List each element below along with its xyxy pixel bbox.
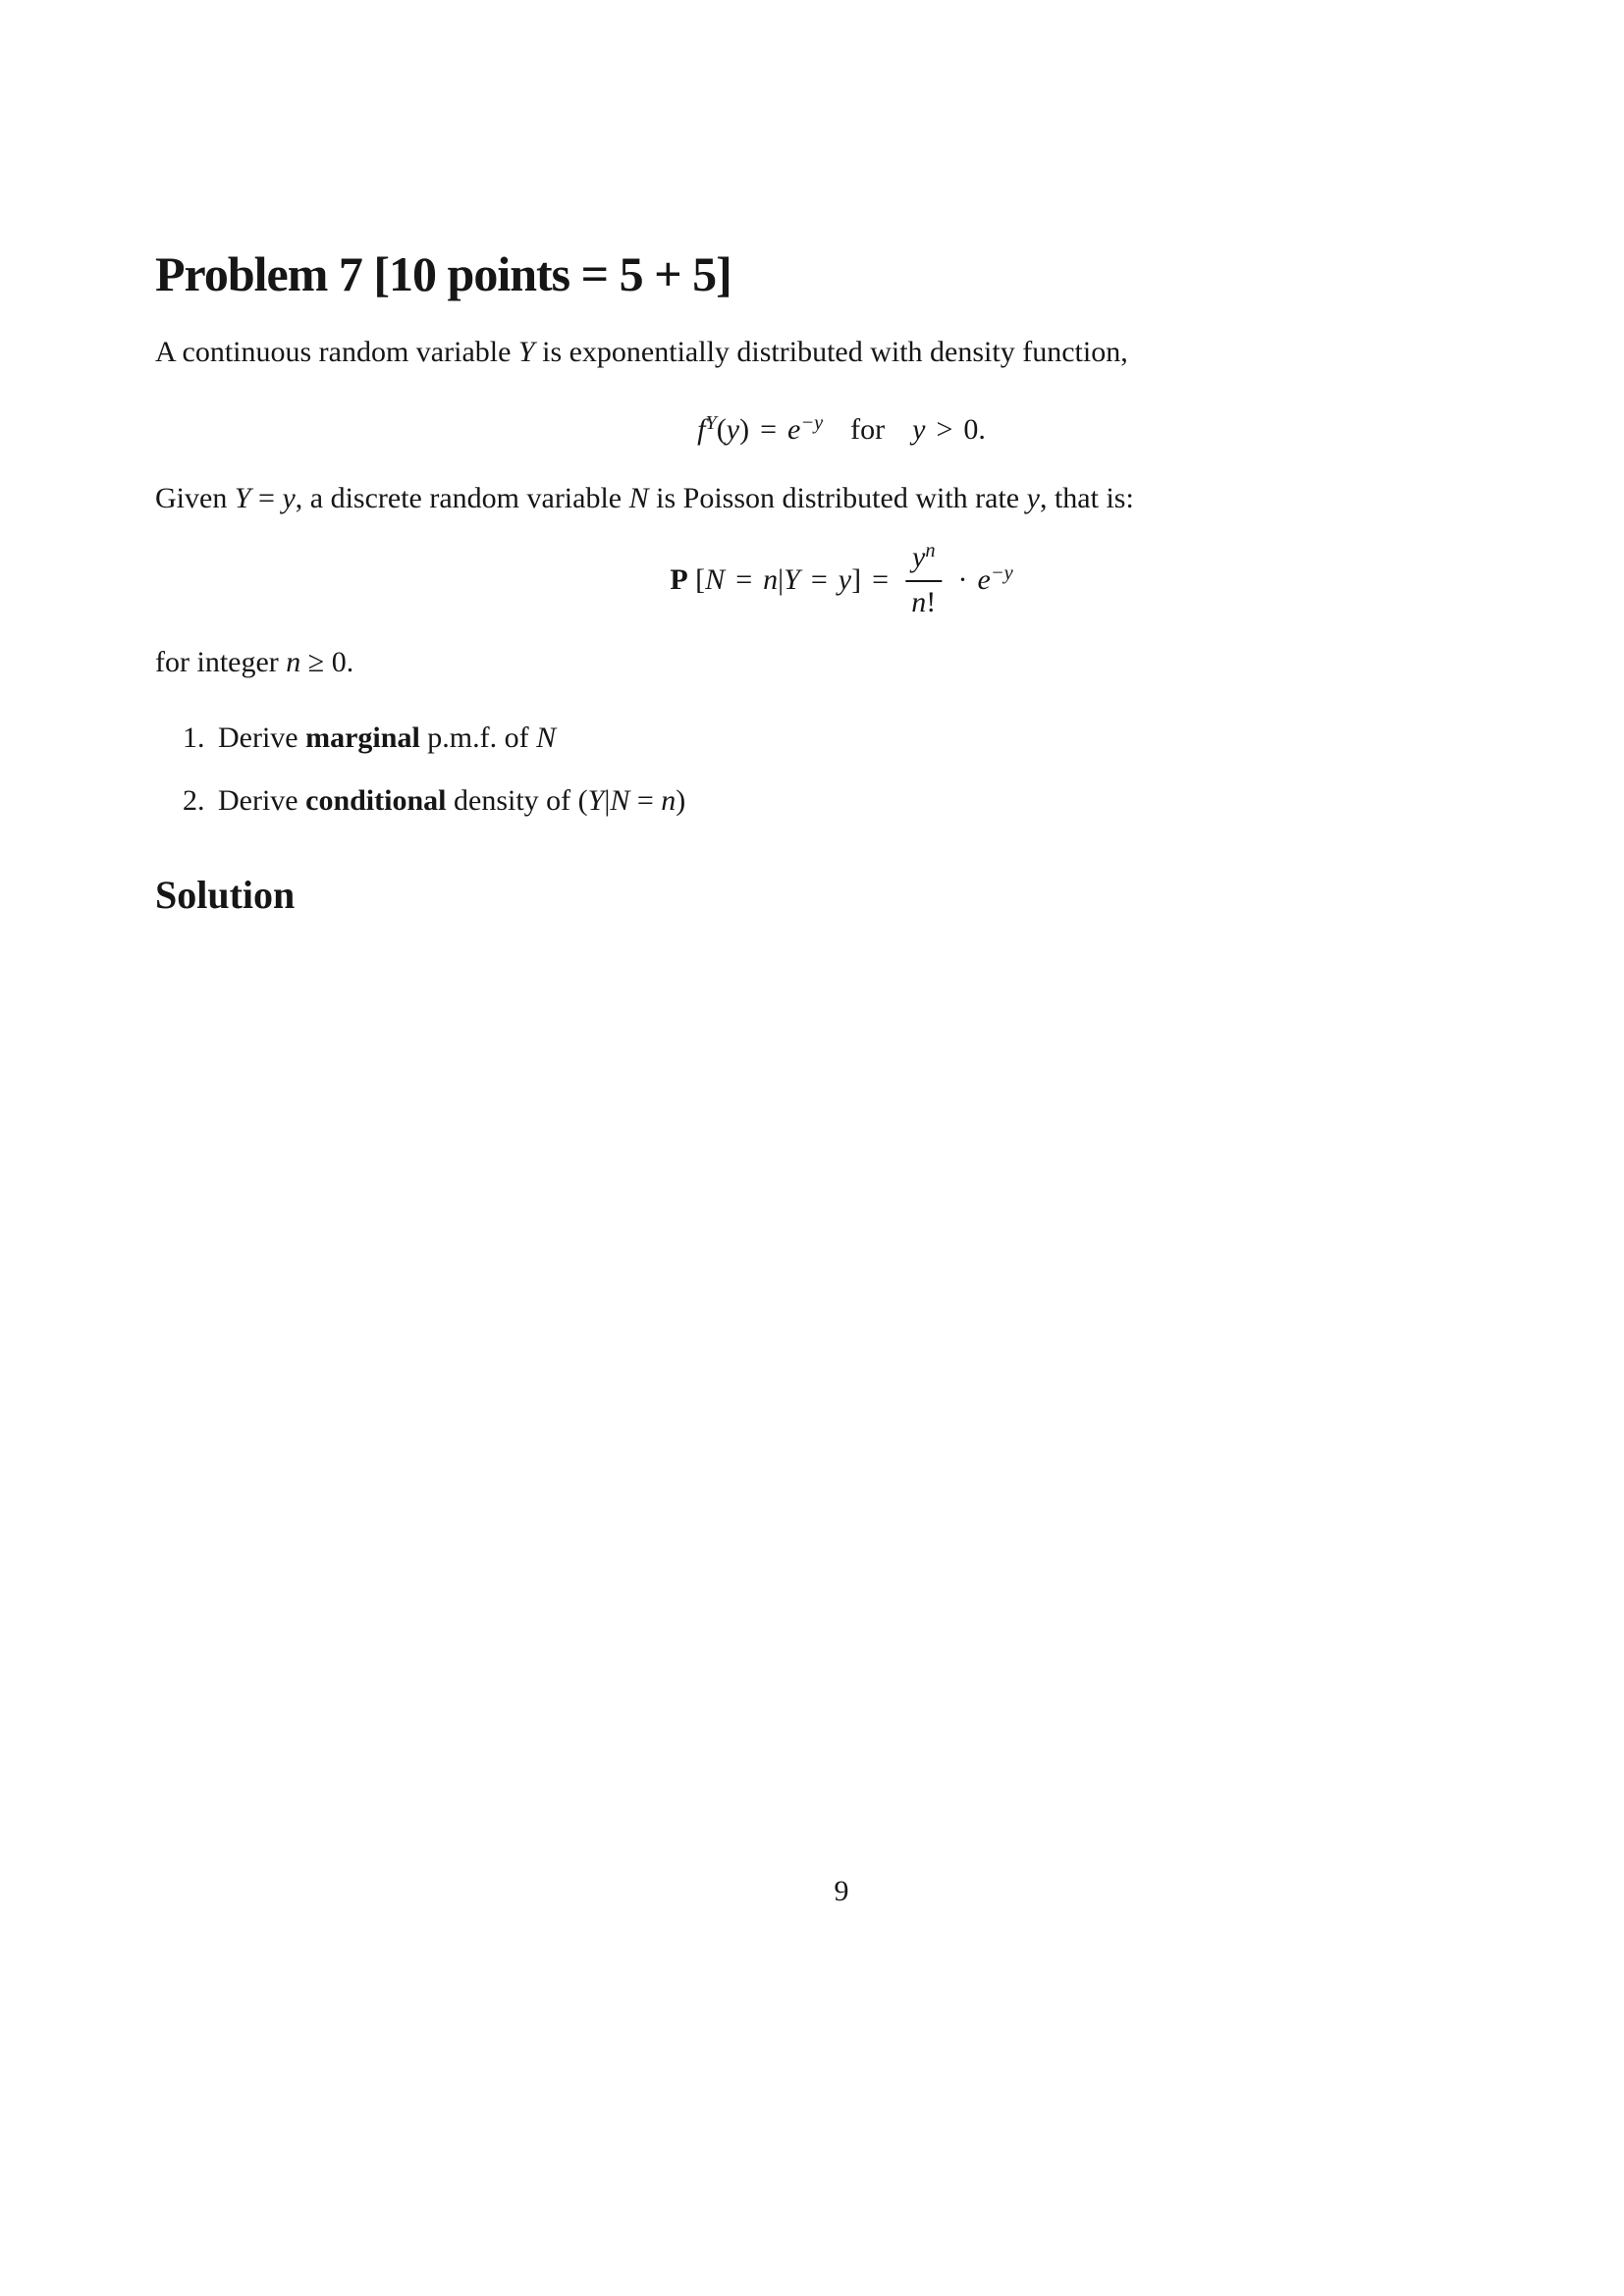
density-equation	[697, 411, 986, 449]
probability-symbol: P	[670, 563, 688, 597]
math-delim: ]	[851, 563, 862, 597]
math-var: y	[912, 413, 926, 446]
text-segment: Derive	[218, 721, 306, 754]
equals-sign: =	[810, 563, 828, 597]
superscript: n	[925, 539, 936, 561]
poisson-equation	[670, 541, 1012, 619]
text-segment: )	[676, 784, 686, 817]
text-segment: p.m.f. of	[419, 721, 537, 754]
eq-right-factor	[948, 561, 1013, 599]
bold-keyword: marginal	[305, 721, 420, 754]
text-segment: is Poisson distributed with rate	[648, 482, 1027, 514]
superscript: −y	[990, 562, 1013, 585]
math-var: y	[1026, 482, 1040, 514]
math-var: n	[661, 784, 677, 817]
math-delim: (	[716, 413, 727, 446]
greater-than-sign: >	[936, 413, 953, 446]
math-number: 0.	[963, 413, 986, 446]
conditional-bar: |	[604, 784, 611, 817]
multiplication-dot: ·	[957, 563, 968, 597]
fraction-denominator	[911, 582, 936, 620]
math-var: n	[763, 563, 779, 597]
math-var: e	[977, 563, 991, 597]
math-var: n	[286, 646, 301, 678]
superscript: Y	[705, 411, 717, 434]
solution-heading: Solution	[155, 873, 296, 917]
math-var: f	[697, 413, 706, 446]
text-segment: for integer	[155, 646, 287, 678]
integer-condition	[155, 644, 353, 681]
math-delim: )	[739, 413, 750, 446]
eq-left-side	[670, 561, 899, 599]
page-number: 9	[834, 1875, 849, 1907]
text-segment: density of (	[446, 784, 588, 817]
math-var: y	[838, 563, 852, 597]
bold-keyword: conditional	[305, 784, 447, 817]
text-segment: for	[850, 413, 886, 446]
math-var: N	[705, 563, 726, 597]
text-segment: =	[250, 482, 283, 514]
list-item-2	[183, 782, 685, 820]
item-number: 1.	[183, 721, 205, 754]
math-var: Y	[784, 563, 800, 597]
text-segment: ≥ 0.	[300, 646, 354, 678]
text-segment: , a discrete random variable	[295, 482, 629, 514]
problem-heading: Problem 7 [10 points = 5 + 5]	[155, 246, 731, 301]
math-var: n	[911, 585, 927, 618]
poisson-paragraph	[155, 480, 1134, 517]
text-segment: , that is:	[1039, 482, 1134, 514]
fraction	[905, 541, 943, 619]
equals-sign: =	[735, 563, 753, 597]
math-var: N	[628, 482, 649, 514]
equals-sign: =	[760, 413, 778, 446]
math-delim: [	[695, 563, 706, 597]
text-segment: =	[629, 784, 662, 817]
math-var: N	[610, 784, 630, 817]
math-var: Y	[517, 336, 535, 368]
conditional-bar: |	[778, 563, 785, 597]
list-item-1	[183, 720, 556, 757]
math-var: y	[282, 482, 296, 514]
text-segment: Derive	[218, 784, 306, 817]
equals-sign: =	[872, 563, 889, 597]
math-var: e	[787, 413, 801, 446]
text-segment: A continuous random variable	[155, 336, 518, 368]
text-segment: Given	[155, 482, 235, 514]
math-var: y	[911, 541, 926, 573]
math-var: N	[536, 721, 557, 754]
math-var: y	[726, 413, 740, 446]
text-segment: is exponentially distributed with density function,	[534, 336, 1128, 368]
superscript: −y	[800, 411, 824, 434]
factorial-sign: !	[926, 585, 937, 618]
math-var: Y	[587, 784, 605, 817]
fraction-numerator	[905, 541, 943, 582]
item-number: 2.	[183, 784, 205, 817]
math-var: Y	[234, 482, 251, 514]
intro-paragraph	[155, 334, 1128, 371]
